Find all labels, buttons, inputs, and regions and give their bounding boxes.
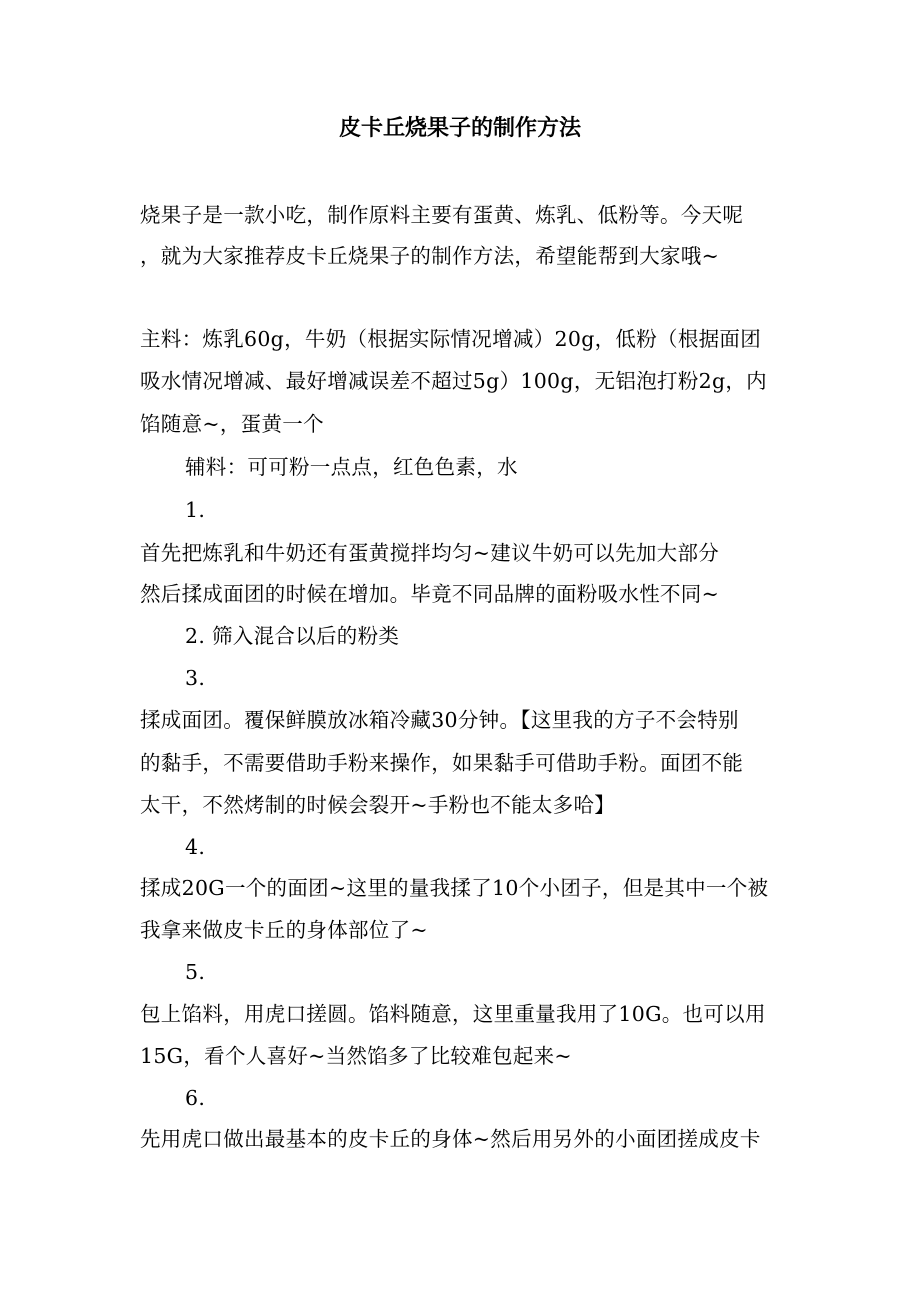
step-text: 包上馅料，用虎口搓圆。馅料随意，这里重量我用了10G。也可以用 [140,1002,766,1026]
intro-line: 烧果子是一款小吃，制作原料主要有蛋黄、炼乳、低粉等。今天呢 [140,203,744,227]
step-text: 我拿来做皮卡丘的身体部位了~ [140,918,428,942]
step-text: 太干，不然烤制的时候会裂开~手粉也不能太多哈】 [140,793,616,817]
step-number: 3. [185,666,206,690]
step-text: 揉成20G一个的面团~这里的量我揉了10个小团子，但是其中一个被 [140,876,769,900]
step-text: 首先把炼乳和牛奶还有蛋黄搅拌均匀~建议牛奶可以先加大部分 [140,541,720,565]
step-text: 然后揉成面团的时候在增加。毕竟不同品牌的面粉吸水性不同~ [140,582,720,606]
intro-line: ，就为大家推荐皮卡丘烧果子的制作方法，希望能帮到大家哦~ [140,244,720,268]
step-number: 5. [185,960,206,984]
step-text: 揉成面团。覆保鲜膜放冰箱冷藏30分钟。【这里我的方子不会特别 [140,708,739,732]
main-ingredients-line: 馅随意~，蛋黄一个 [140,412,324,436]
step-number: 4. [185,835,206,859]
document-title: 皮卡丘烧果子的制作方法 [338,115,581,141]
main-ingredients-line: 主料：炼乳60g，牛奶（根据实际情况增减）20g，低粉（根据面团 [140,327,762,351]
step-text: 筛入混合以后的粉类 [212,624,400,648]
step-text: 的黏手，不需要借助手粉来操作，如果黏手可借助手粉。面团不能 [140,751,744,775]
step-text: 先用虎口做出最基本的皮卡丘的身体~然后用另外的小面团搓成皮卡 [140,1127,761,1151]
step-2 [185,615,399,657]
aux-ingredients: 辅料：可可粉一点点，红色色素，水 [185,455,518,479]
step-number: 1. [185,498,206,522]
step-number: 2. [185,624,206,648]
step-text: 15G，看个人喜好~当然馅多了比较难包起来~ [140,1044,572,1068]
main-ingredients-line: 吸水情况增减、最好增减误差不超过5g）100g，无铝泡打粉2g，内 [140,369,767,393]
step-number: 6. [185,1086,206,1110]
